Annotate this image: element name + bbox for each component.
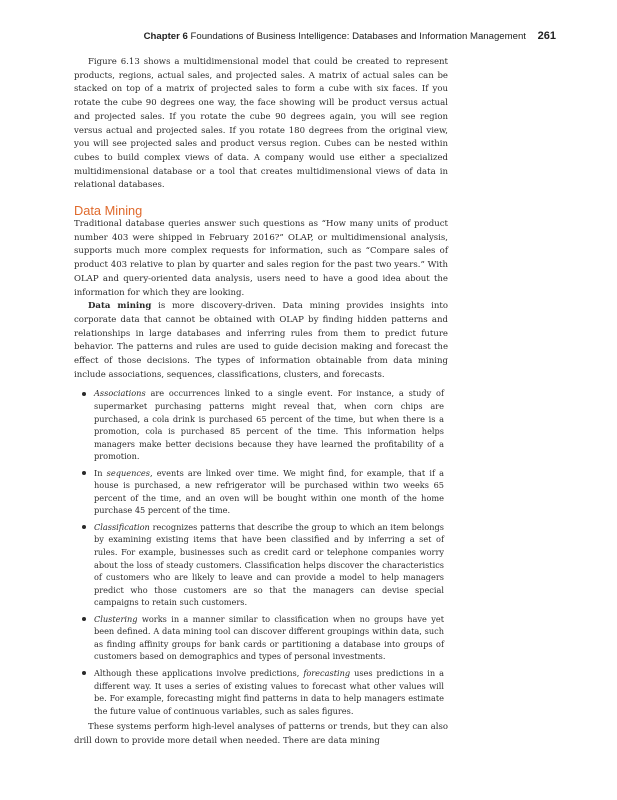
bullet-list — [74, 387, 448, 717]
bullet-text: recognizes patterns that describe the group to which an item belongs by examining existing items that have been classified and by inferring a set of rules. For example, businesses such as credit card or telephone companies worry about the loss of steady customers. Classification helps discover the characteristics of customers who are likely to leave and can provide a model to help managers predict who those customers are so that the managers can devise special campaigns to retain such customers. — [94, 521, 444, 608]
bullet-term: Classification — [94, 521, 150, 532]
key-term: Data mining — [88, 301, 152, 312]
intro-paragraph: Figure 6.13 shows a multidimensional model that could be created to represent products, regions, actual sales, and projected sales. A matrix of actual sales can be stacked on top of a matrix of projected sales to form a cube with six faces. If you rotate the cube 90 degrees one way, the face showing will be product versus actual and projected sales. If you rotate the cube 90 degrees again, you will see region versus actual and projected sales. If you rotate 180 degrees from the original view, you will see projected sales and product versus region. Cubes can be nested within cubes to build complex views of data. A company would use either a specialized multidimensional database or a tool that creates multidimensional views of data in relational databases. — [74, 57, 448, 191]
bullet-forecasting — [74, 667, 448, 717]
bullet-term: Clustering — [94, 613, 138, 624]
bullet-text: works in a manner similar to classification when no groups have yet been defined. A data mining tool can discover different groupings within data, such as finding affinity groups for bank cards or partitioning a database into groups of customers based on demographics and types of personal investments. — [94, 613, 444, 662]
bullet-text: uses predictions in a different way. It uses a series of existing values to forecast what other values will be. For example, forecasting might find patterns in data to help managers estimate the future value of continuous variables, such as sales figures. — [94, 667, 444, 716]
bullet-classification — [74, 521, 448, 609]
bullet-associations — [74, 387, 448, 462]
bullet-dot — [82, 392, 86, 396]
bullet-text: , events are linked over time. We might find, for example, that if a house is purchased, a new refrigerator will be purchased within two weeks 65 percent of the time, and an oven will be bought within one month of the home purchase 45 percent of the time. — [94, 467, 444, 516]
bullet-dot — [82, 617, 86, 621]
bullet-sequences — [74, 467, 448, 517]
data-mining-paragraph-1: Traditional database queries answer such questions as “How many units of product number 403 were shipped in February 2016?” OLAP, or multidimensional analysis, supports much more complex requests for information, such as “Compare sales of product 403 relative to plan by quarter and sales region for the past two years.” With OLAP and query-oriented data analysis, users need to have a good idea about the information for which they are looking. — [74, 219, 448, 298]
bullet-term: sequences — [106, 467, 150, 478]
bullet-dot — [82, 525, 86, 529]
page-number: 261 — [537, 30, 556, 42]
paragraph-text: is more discovery-driven. Data mining provides insights into corporate data that cannot be obtained with OLAP by finding hidden patterns and relationships in large databases and inferring rules from them to predict future behavior. The patterns and rules are used to guide decision making and forecast the effect of those decisions. The types of information obtainable from data mining include associations, sequences, classifications, clusters, and forecasts. — [74, 301, 448, 380]
bullet-term: Associations — [94, 388, 146, 399]
bullet-dot — [82, 471, 86, 475]
bullet-text: are occurrences linked to a single event. For instance, a study of supermarket purchasing patterns might reveal that, when corn chips are purchased, a cola drink is purchased 65 percent of the time, but when there is a promotion, cola is purchased 85 percent of the time. This information helps managers make better decisions because they have learned the profitability of a promotion. — [94, 388, 444, 462]
bullet-lead: Although these applications involve predictions, — [94, 667, 304, 678]
section-heading: Data Mining — [74, 203, 143, 219]
data-mining-paragraph-2 — [74, 300, 448, 382]
bullet-lead: In — [94, 467, 107, 478]
bullet-term: forecasting — [303, 667, 351, 678]
running-header — [74, 29, 556, 44]
page-body — [74, 56, 448, 749]
bullet-clustering — [74, 613, 448, 663]
bullet-dot — [82, 671, 86, 675]
chapter-title: Foundations of Business Intelligence: Databases and Information Management — [190, 31, 526, 42]
chapter-label: Chapter 6 — [143, 31, 188, 42]
closing-paragraph: These systems perform high-level analyses of patterns or trends, but they can also drill down to provide more detail when needed. There are data mining — [74, 722, 448, 746]
